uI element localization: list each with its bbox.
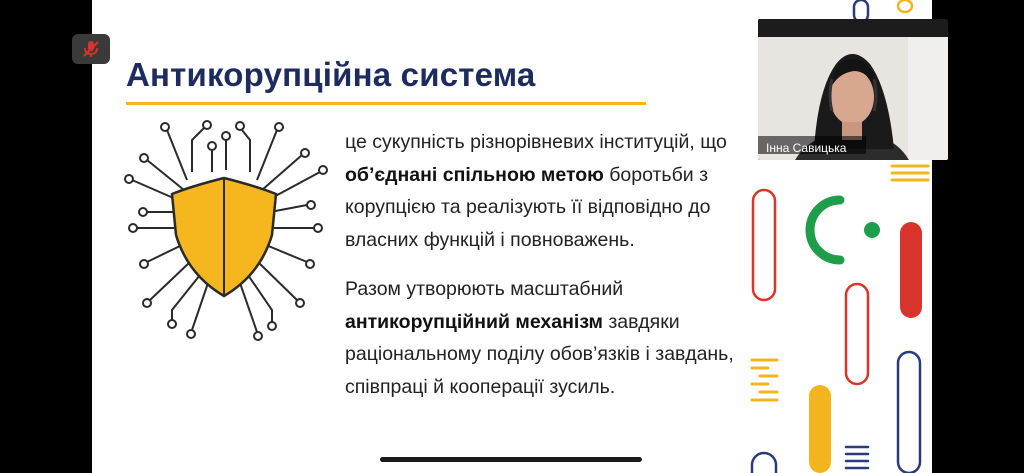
paragraph-text: це сукупність різнорівневих інституцій, що [345, 131, 727, 153]
paragraph-text: Разом утворюють масштабний [345, 278, 624, 300]
participant-video-tile[interactable] [758, 19, 948, 160]
participant-video [758, 19, 948, 160]
paragraph-text: завдяки раціональному поділу обов’язків і завдань, співпраці й кооперації зусиль. [345, 310, 734, 398]
paragraph-text: боротьби з корупцією та реалізують її відповідно до власних функцій і повноважень. [345, 163, 711, 251]
mute-microphone-button[interactable] [72, 34, 110, 64]
emphasis-text: об’єднані спільною метою [345, 163, 604, 186]
slide-title: Антикорупційна система [126, 56, 536, 93]
participant-name-label: Інна Савицька [766, 141, 847, 155]
microphone-muted-icon [81, 39, 101, 59]
emphasis-text: антикорупційний механізм [345, 310, 603, 333]
home-indicator[interactable] [380, 457, 642, 462]
